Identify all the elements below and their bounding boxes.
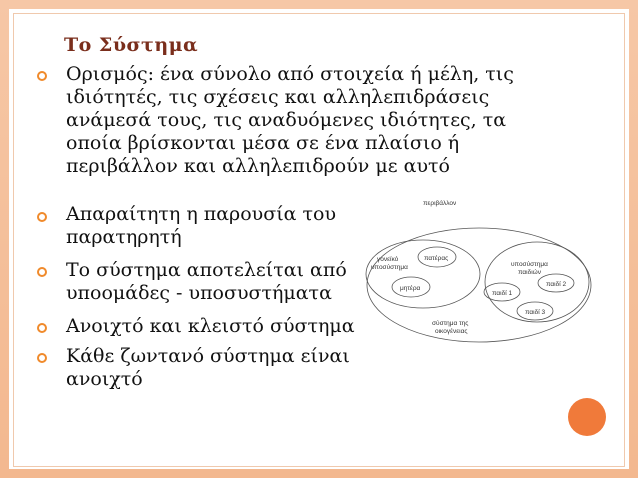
bullet-ring-icon — [37, 323, 47, 333]
mother-label: μητέρα — [400, 285, 421, 292]
bullet-subsystems: Το σύστημα αποτελείται από υποομάδες - υποσυστήματα — [66, 259, 347, 304]
family-label-line2: οικογένειας — [435, 328, 468, 335]
slide-frame-bottom — [0, 469, 638, 478]
bullet-living-open: Κάθε ζωντανό σύστημα είναι ανοιχτό — [66, 345, 350, 390]
bullet-observer: Απαραίτητη η παρουσία του παρατηρητή — [66, 203, 337, 248]
parental-label-line2: υποσύστημα — [371, 264, 408, 271]
father-label: πατέρας — [424, 255, 449, 262]
children-label-line1: υποσύστημα — [511, 261, 548, 268]
slide-frame-top — [0, 0, 638, 9]
bullet-ring-icon — [37, 212, 47, 222]
bullet-ring-icon — [37, 71, 47, 81]
slide-frame-left — [0, 0, 9, 478]
parental-label-line1: γονεϊκό — [377, 256, 399, 263]
slide-frame-right — [629, 0, 638, 478]
child1-label: παιδί 1 — [492, 290, 513, 297]
children-label-line2: παιδιών — [518, 269, 541, 276]
family-label-line1: σύστημα της — [432, 320, 469, 327]
child3-label: παιδί 3 — [525, 309, 546, 316]
bullet-definition: Ορισμός: ένα σύνολο από στοιχεία ή μέλη, τις ιδιότητές, τις σχέσεις και αλληλεπιδράσεις ανάμεσά τους, τις αναδυόμενες ιδιότητες, τα οποία βρίσκονται μέσα σε ένα πλαίσιο ή περιβάλλον και αλληλεπιδρούν με αυτό — [66, 63, 514, 177]
bullet-open-closed: Ανοιχτό και κλειστό σύστημα — [66, 315, 355, 337]
environment-label: περιβάλλον — [423, 200, 457, 207]
child2-label: παιδί 2 — [546, 281, 567, 288]
accent-circle — [568, 398, 606, 436]
slide-title: Το Σύστημα — [64, 34, 199, 56]
bullet-ring-icon — [37, 267, 47, 277]
family-system-diagram — [355, 195, 605, 355]
bullet-ring-icon — [37, 353, 47, 363]
